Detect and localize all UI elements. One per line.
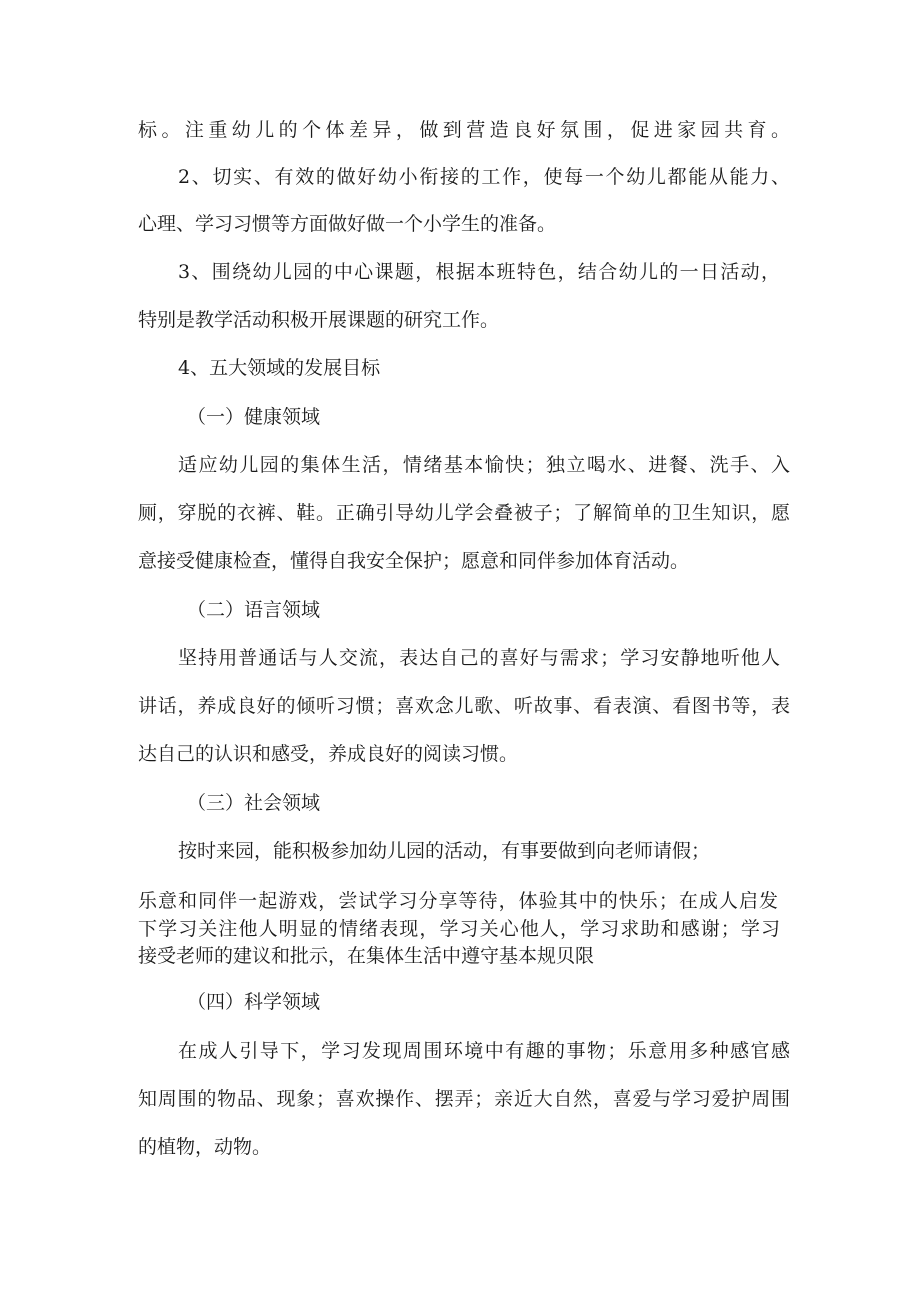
- text-line: 的植物，动物。: [138, 1136, 272, 1158]
- text-line: 坚持用普通话与人交流，表达自己的喜好与需求；学习安静地听他人: [178, 647, 780, 669]
- text-line: 厕，穿脱的衣裤、鞋。正确引导幼儿学会叠被子；了解简单的卫生知识，愿: [138, 502, 790, 524]
- text-line: 下学习关注他人明显的情绪表现，学习关心他人，学习求助和感谢；学习: [138, 918, 780, 940]
- text-line: 讲话，养成良好的倾听习惯；喜欢念儿歌、听故事、看表演、看图书等，表: [138, 695, 790, 717]
- section-heading: （一）健康领域: [187, 406, 321, 428]
- text-line: 2、切实、有效的做好幼小衔接的工作，使每一个幼儿都能从能力、: [178, 166, 790, 188]
- text-line: 适应幼儿园的集体生活，情绪基本愉快；独立喝水、进餐、洗手、入: [178, 454, 790, 476]
- text-line: 标。注重幼儿的个体差异，做到营造良好氛围，促进家园共育。: [138, 119, 790, 141]
- section-heading: （四）科学领域: [187, 991, 321, 1013]
- text-line: 心理、学习习惯等方面做好做一个小学生的准备。: [138, 213, 557, 235]
- text-line: 意接受健康检查，懂得自我安全保护；愿意和同伴参加体育活动。: [138, 550, 690, 572]
- text-line: 在成人引导下，学习发现周围环境中有趣的事物；乐意用多种感官感: [178, 1040, 790, 1062]
- text-line: 达自己的认识和感受，养成良好的阅读习惯。: [138, 743, 519, 765]
- text-line: 特别是教学活动积极开展课题的研究工作。: [138, 309, 500, 331]
- text-line: 乐意和同伴一起游戏，尝试学习分享等待，体验其中的快乐；在成人启发: [138, 890, 778, 912]
- text-line: 按时来园，能积极参加幼儿园的活动，有事要做到向老师请假；: [178, 840, 711, 862]
- text-line: 3、围绕幼儿园的中心课题，根据本班特色，结合幼儿的一日活动，: [178, 261, 780, 283]
- section-heading: 4、五大领域的发展目标: [178, 357, 381, 379]
- text-line: 知周围的物品、现象；喜欢操作、摆弄；亲近大自然，喜爱与学习爱护周围: [138, 1088, 790, 1110]
- section-heading: （三）社会领域: [187, 792, 321, 814]
- text-line: 接受老师的建议和批示，在集体生活中遵守基本规贝限: [138, 945, 595, 967]
- section-heading: （二）语言领域: [187, 599, 321, 621]
